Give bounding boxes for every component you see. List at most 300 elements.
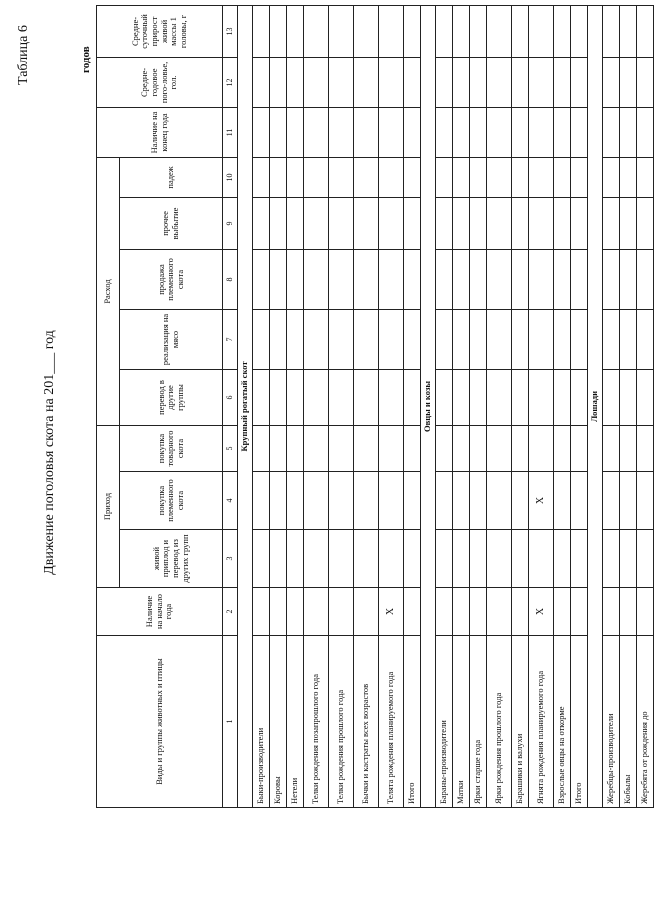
column-header: Виды и группы животных и птицы [97, 636, 223, 808]
table-cell [554, 588, 571, 636]
table-cell [379, 5, 404, 57]
row-label: Ярки рождения прошлого года [487, 636, 512, 808]
table-row [512, 5, 529, 807]
table-cell [304, 5, 329, 57]
table-cell [620, 472, 637, 530]
table-row [329, 5, 354, 807]
table-cell [512, 57, 529, 107]
table-cell [304, 249, 329, 309]
table-cell [470, 425, 487, 471]
table-cell [404, 249, 421, 309]
group-header-outgoing: Расход [97, 157, 120, 425]
table-cell [603, 472, 620, 530]
table-cell [304, 588, 329, 636]
table-cell [529, 107, 554, 157]
column-header: прочее выбытие [120, 197, 223, 249]
row-label: Ягнята рождения планируемого года [529, 636, 554, 808]
table-row [270, 5, 287, 807]
column-number: 8 [223, 249, 238, 309]
table-cell [453, 157, 470, 197]
table-cell [470, 5, 487, 57]
table-cell [453, 588, 470, 636]
table-cell [620, 107, 637, 157]
table-cell [512, 530, 529, 588]
column-header: падеж [120, 157, 223, 197]
table-cell [404, 5, 421, 57]
table-row [571, 5, 588, 807]
section-header-row [588, 5, 603, 807]
table-cell [512, 472, 529, 530]
table-cell [253, 249, 270, 309]
table-cell [354, 588, 379, 636]
table-cell [637, 309, 654, 369]
table-cell [529, 157, 554, 197]
table-row [253, 5, 270, 807]
table-cell [270, 472, 287, 530]
table-cell [470, 197, 487, 249]
table-cell [404, 588, 421, 636]
table-cell [304, 57, 329, 107]
table-cell [304, 472, 329, 530]
table-cell [253, 157, 270, 197]
table-cell [554, 197, 571, 249]
table-cell [270, 197, 287, 249]
column-number: 4 [223, 472, 238, 530]
table-cell [379, 425, 404, 471]
table-cell [620, 369, 637, 425]
table-cell [571, 157, 588, 197]
table-cell [554, 57, 571, 107]
row-label: Телки рождения прошлого года [329, 636, 354, 808]
table-cell [379, 249, 404, 309]
section-header-row [238, 5, 253, 807]
section-title: Лошади [588, 5, 603, 807]
table-cell [287, 157, 304, 197]
header-row-column-numbers [223, 5, 238, 807]
table-cell [637, 5, 654, 57]
table-cell [453, 107, 470, 157]
table-cell [436, 472, 453, 530]
table-row [453, 5, 470, 807]
table-cell [379, 157, 404, 197]
table-cell [571, 57, 588, 107]
table-cell [571, 472, 588, 530]
row-label: Кобылы [620, 636, 637, 808]
table-cell [436, 530, 453, 588]
table-cell [470, 309, 487, 369]
table-cell [620, 197, 637, 249]
table-cell [329, 588, 354, 636]
table-cell [354, 197, 379, 249]
section-title: Крупный рогатый скот [238, 5, 253, 807]
column-header: Средне-годовое пого-ловье, гол. [97, 57, 223, 107]
table-cell [329, 197, 354, 249]
table-cell [603, 369, 620, 425]
table-cell [487, 309, 512, 369]
table-cell [554, 530, 571, 588]
row-label: Нетели [287, 636, 304, 808]
table-cell [287, 197, 304, 249]
table-row [637, 5, 654, 807]
table-cell [637, 197, 654, 249]
table-cell [253, 588, 270, 636]
table-row [436, 5, 453, 807]
table-cell [253, 369, 270, 425]
table-cell [487, 197, 512, 249]
table-row [354, 5, 379, 807]
table-cell [354, 57, 379, 107]
table-cell [453, 5, 470, 57]
column-number: 7 [223, 309, 238, 369]
table-cell [487, 588, 512, 636]
table-row [304, 5, 329, 807]
table-row [404, 5, 421, 807]
row-label: Итого [404, 636, 421, 808]
table-cell [253, 5, 270, 57]
column-header: покупка товарного скота [120, 425, 223, 471]
table-cell [270, 249, 287, 309]
table-cell [287, 472, 304, 530]
table-cell [253, 530, 270, 588]
table-cell [270, 309, 287, 369]
table-cell [554, 472, 571, 530]
table-cell [379, 530, 404, 588]
table-cell [354, 107, 379, 157]
table-body [238, 5, 654, 807]
table-cell [329, 472, 354, 530]
table-cell [453, 425, 470, 471]
table-cell [404, 425, 421, 471]
livestock-movement-table [96, 5, 654, 808]
table-cell [637, 369, 654, 425]
table-cell [270, 157, 287, 197]
table-cell [554, 425, 571, 471]
table-cell [453, 472, 470, 530]
table-cell [470, 472, 487, 530]
table-cell [354, 530, 379, 588]
table-cell [404, 107, 421, 157]
table-cell [404, 57, 421, 107]
table-cell [354, 369, 379, 425]
table-cell [512, 107, 529, 157]
table-cell [453, 57, 470, 107]
table-cell [270, 588, 287, 636]
table-cell [379, 57, 404, 107]
table-cell [620, 425, 637, 471]
table-cell [620, 57, 637, 107]
table-cell [436, 369, 453, 425]
table-cell [637, 57, 654, 107]
table-row [620, 5, 637, 807]
table-cell [253, 472, 270, 530]
table-cell [329, 57, 354, 107]
table-cell [554, 369, 571, 425]
column-header: продажа племенного скота [120, 249, 223, 309]
table-cell [603, 197, 620, 249]
table-cell [512, 157, 529, 197]
table-cell [404, 197, 421, 249]
table-cell [436, 5, 453, 57]
table-cell [270, 425, 287, 471]
header-row-groups [97, 5, 120, 807]
column-number: 12 [223, 57, 238, 107]
table-cell [287, 5, 304, 57]
table-cell [603, 249, 620, 309]
table-cell [287, 588, 304, 636]
table-cell [487, 107, 512, 157]
table-cell [529, 425, 554, 471]
table-cell [304, 107, 329, 157]
table-cell [512, 197, 529, 249]
table-cell [253, 107, 270, 157]
table-cell [637, 425, 654, 471]
table-cell [404, 309, 421, 369]
table-cell [470, 107, 487, 157]
table-cell [470, 249, 487, 309]
table-cell [637, 472, 654, 530]
row-label: Жеребцы-производители [603, 636, 620, 808]
table-cell [270, 57, 287, 107]
table-cell [620, 249, 637, 309]
table-cell [436, 57, 453, 107]
table-cell [453, 309, 470, 369]
table-cell [529, 57, 554, 107]
table-cell [603, 5, 620, 57]
table-cell [571, 425, 588, 471]
table-cell [436, 309, 453, 369]
table-cell [529, 369, 554, 425]
table-cell [487, 57, 512, 107]
column-header: Наличие на начало года [97, 588, 223, 636]
table-cell [453, 369, 470, 425]
row-label: Матки [453, 636, 470, 808]
column-header: покупка племенного скота [120, 472, 223, 530]
table-cell [554, 157, 571, 197]
table-cell [404, 530, 421, 588]
table-cell [304, 309, 329, 369]
table-cell [453, 197, 470, 249]
row-label: Телята рождения планируемого года [379, 636, 404, 808]
row-label: Итого [571, 636, 588, 808]
table-cell [287, 530, 304, 588]
table-cell [571, 530, 588, 588]
table-cell [603, 107, 620, 157]
column-number: 3 [223, 530, 238, 588]
table-cell [253, 197, 270, 249]
table-cell [453, 530, 470, 588]
column-number: 10 [223, 157, 238, 197]
column-header: Наличие на конец года [97, 107, 223, 157]
period-note: годов [80, 46, 92, 73]
table-cell [436, 107, 453, 157]
table-cell [554, 107, 571, 157]
column-header: Средне-суточный прирост живой массы 1 головы, г [97, 5, 223, 57]
table-row [470, 5, 487, 807]
table-cell [436, 157, 453, 197]
row-label: Телки рождения позапрошлого года [304, 636, 329, 808]
table-cell [603, 57, 620, 107]
column-header: реализация на мясо [120, 309, 223, 369]
table-cell [512, 309, 529, 369]
table-cell [554, 5, 571, 57]
table-cell: X [529, 588, 554, 636]
table-cell [620, 5, 637, 57]
table-cell [637, 530, 654, 588]
table-cell [287, 107, 304, 157]
table-cell [512, 5, 529, 57]
table-cell [329, 425, 354, 471]
table-cell [487, 157, 512, 197]
table-cell [329, 157, 354, 197]
table-cell [487, 369, 512, 425]
column-header: перевод в другие группы [120, 369, 223, 425]
table-cell [287, 425, 304, 471]
column-number: 13 [223, 5, 238, 57]
table-cell [329, 309, 354, 369]
table-cell [487, 5, 512, 57]
table-cell [287, 309, 304, 369]
table-cell [529, 197, 554, 249]
table-row [554, 5, 571, 807]
table-cell [354, 249, 379, 309]
table-cell [512, 249, 529, 309]
section-title: Овцы и козы [421, 5, 436, 807]
table-cell [529, 249, 554, 309]
table-cell [404, 157, 421, 197]
table-cell: X [529, 472, 554, 530]
table-cell [637, 249, 654, 309]
table-cell [329, 530, 354, 588]
table-cell [253, 309, 270, 369]
table-cell [571, 5, 588, 57]
table-cell [354, 472, 379, 530]
table-cell [354, 5, 379, 57]
table-cell [470, 157, 487, 197]
table-cell [512, 369, 529, 425]
table-cell [379, 107, 404, 157]
table-cell [512, 425, 529, 471]
table-row [529, 5, 554, 807]
page-title: Движение поголовья скота на 201___ год [42, 330, 57, 575]
table-cell [354, 425, 379, 471]
table-cell [571, 197, 588, 249]
table-cell [571, 309, 588, 369]
table-cell [304, 197, 329, 249]
table-cell [329, 5, 354, 57]
table-cell [603, 425, 620, 471]
row-label: Коровы [270, 636, 287, 808]
column-number: 6 [223, 369, 238, 425]
table-cell [487, 425, 512, 471]
table-cell [270, 530, 287, 588]
table-cell [603, 157, 620, 197]
table-cell [470, 588, 487, 636]
table-cell [554, 249, 571, 309]
table-cell [329, 369, 354, 425]
table-cell [379, 472, 404, 530]
table-cell [470, 57, 487, 107]
table-cell [436, 249, 453, 309]
group-header-incoming: Приход [97, 425, 120, 587]
column-number: 11 [223, 107, 238, 157]
row-label: Бараны-производители [436, 636, 453, 808]
table-cell [529, 5, 554, 57]
table-cell [512, 588, 529, 636]
table-cell [571, 107, 588, 157]
table-cell [270, 369, 287, 425]
table-row [287, 5, 304, 807]
table-cell: X [379, 588, 404, 636]
table-cell [287, 249, 304, 309]
table-cell [304, 157, 329, 197]
table-cell [379, 197, 404, 249]
table-cell [470, 530, 487, 588]
table-cell [453, 249, 470, 309]
table-row [603, 5, 620, 807]
row-label: Бычки и кастраты всех возрастов [354, 636, 379, 808]
table-cell [571, 369, 588, 425]
table-cell [329, 107, 354, 157]
table-cell [404, 369, 421, 425]
section-header-row [421, 5, 436, 807]
table-cell [620, 530, 637, 588]
table-cell [304, 425, 329, 471]
table-cell [379, 369, 404, 425]
table-cell [253, 57, 270, 107]
row-label: Ярки старше года [470, 636, 487, 808]
table-cell [270, 107, 287, 157]
table-cell [329, 249, 354, 309]
table-cell [253, 425, 270, 471]
table-cell [571, 588, 588, 636]
column-number: 5 [223, 425, 238, 471]
table-cell [487, 530, 512, 588]
column-number: 1 [223, 636, 238, 808]
table-cell [379, 309, 404, 369]
table-cell [571, 249, 588, 309]
table-cell [354, 157, 379, 197]
table-cell [529, 309, 554, 369]
table-cell [304, 369, 329, 425]
table-row [487, 5, 512, 807]
table-cell [287, 369, 304, 425]
table-cell [270, 5, 287, 57]
table-cell [603, 530, 620, 588]
table-cell [436, 197, 453, 249]
column-number: 9 [223, 197, 238, 249]
table-cell [487, 472, 512, 530]
table-cell [637, 588, 654, 636]
column-header: живой приплод и перевод из других групп [120, 530, 223, 588]
table-cell [554, 309, 571, 369]
table-cell [529, 530, 554, 588]
table-cell [603, 588, 620, 636]
column-number: 2 [223, 588, 238, 636]
table-cell [603, 309, 620, 369]
table-cell [404, 472, 421, 530]
table-cell [304, 530, 329, 588]
table-cell [436, 588, 453, 636]
table-cell [637, 107, 654, 157]
table-label: Таблица 6 [16, 25, 31, 85]
table-cell [287, 57, 304, 107]
table-cell [620, 588, 637, 636]
row-label: Взрослые овцы на откорме [554, 636, 571, 808]
table-cell [620, 157, 637, 197]
table-cell [354, 309, 379, 369]
row-label: Барашики и валухи [512, 636, 529, 808]
row-label: Жеребята от рождения до [637, 636, 654, 808]
